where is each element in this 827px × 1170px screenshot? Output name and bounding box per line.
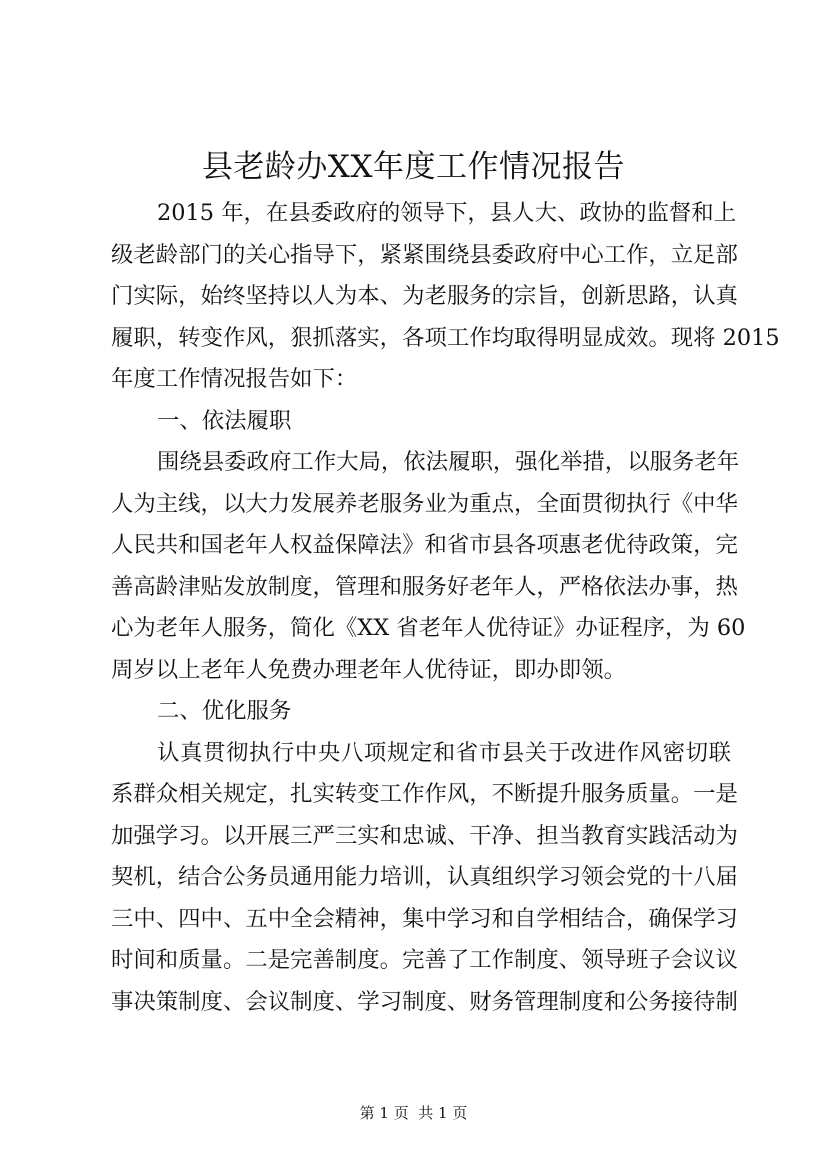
paragraph-line: 时间和质量。二是完善制度。完善了工作制度、领导班子会议议 [111, 947, 738, 973]
paragraph-line: 人为主线，以大力发展养老服务业为重点，全面贯彻执行《中华 [111, 490, 738, 517]
paragraph-line: 加强学习。以开展三严三实和忠诚、干净、担当教育实践活动为 [111, 822, 738, 849]
paragraph-line: 事决策制度、会议制度、学习制度、财务管理制度和公务接待制 [111, 988, 738, 1015]
document-body [111, 193, 780, 1023]
paragraph-line: 认真贯彻执行中央八项规定和省市县关于改进作风密切联 [157, 739, 731, 766]
section-heading: 一、依法履职 [157, 407, 292, 434]
paragraph-line: 人民共和国老年人权益保障法》和省市县各项惠老优待政策，完 [111, 532, 738, 558]
page-number-footer: 第 1 页 共 1 页 [359, 1104, 468, 1122]
paragraph-line: 心为老年人服务，简化《XX 省老年人优待证》办证程序，为 60 [111, 615, 746, 641]
document-title: 县老龄办XX年度工作情况报告 [201, 149, 626, 185]
paragraph-line: 履职，转变作风，狠抓落实，各项工作均取得明显成效。现将 2015 [111, 324, 780, 351]
paragraph-line: 系群众相关规定，扎实转变工作作风，不断提升服务质量。一是 [111, 781, 738, 807]
paragraph-line: 2015 年，在县委政府的领导下，县人大、政协的监督和上 [157, 200, 737, 226]
paragraph-line: 级老龄部门的关心指导下，紧紧围绕县委政府中心工作，立足部 [111, 241, 738, 268]
paragraph-line: 年度工作情况报告如下： [111, 366, 358, 392]
paragraph-line: 善高龄津贴发放制度，管理和服务好老年人，严格依法办事，热 [111, 573, 738, 600]
paragraph-line: 门实际，始终坚持以人为本、为老服务的宗旨，创新思路，认真 [111, 283, 738, 309]
paragraph-line: 周岁以上老年人免费办理老年人优待证，即办即领。 [111, 656, 626, 683]
section-heading: 二、优化服务 [157, 698, 292, 724]
paragraph-line: 围绕县委政府工作大局，依法履职，强化举措，以服务老年 [157, 449, 740, 475]
paragraph-line: 三中、四中、五中全会精神，集中学习和自学相结合，确保学习 [111, 905, 738, 932]
paragraph-line: 契机，结合公务员通用能力培训，认真组织学习领会党的十八届 [111, 864, 738, 890]
